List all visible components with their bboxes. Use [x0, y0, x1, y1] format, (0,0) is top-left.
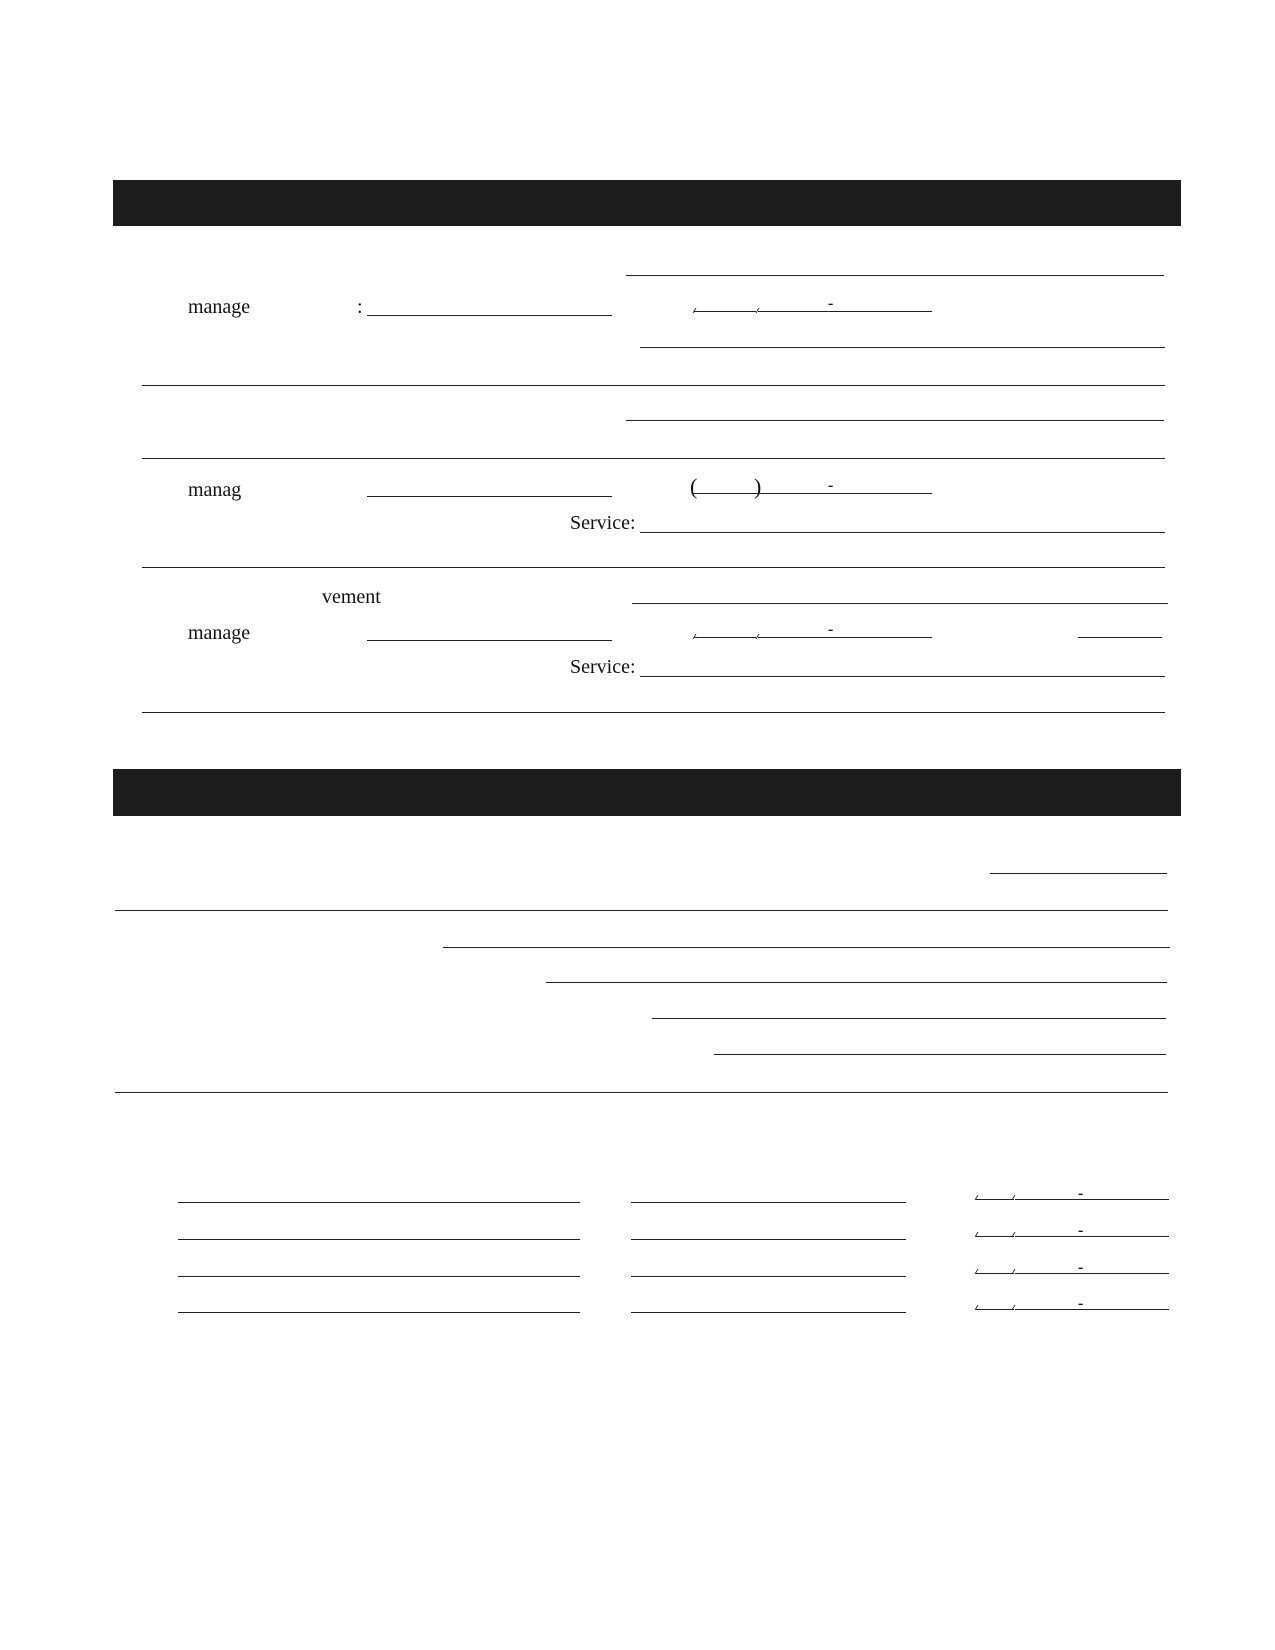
employer2-phone-dash: - [828, 477, 834, 494]
employer1-name-field[interactable] [626, 275, 1164, 276]
employer1-manager-field[interactable] [367, 315, 612, 316]
reference1-phone-area-field[interactable] [976, 1199, 1014, 1200]
employer1-phone-dash: - [828, 295, 834, 312]
employment-section-header [113, 180, 1181, 226]
reference3-name-field[interactable] [178, 1276, 580, 1277]
employer2-phone-area-field[interactable] [692, 493, 764, 494]
personal-field-2[interactable] [443, 947, 1170, 948]
employer2-service-field[interactable] [640, 532, 1165, 533]
reference2-phone-number-field[interactable] [1015, 1236, 1169, 1237]
employer3-manager-field[interactable] [367, 640, 612, 641]
personal-short-field[interactable] [990, 873, 1167, 874]
employer1-duties-field[interactable] [142, 385, 1165, 386]
employer3-manager-label: manage [188, 622, 251, 644]
reference3-phone-area-field[interactable] [976, 1273, 1014, 1274]
employer3-vement-label: vement [322, 586, 381, 608]
employer1-phone-number-field[interactable] [758, 311, 932, 312]
employer2-name-field[interactable] [626, 420, 1164, 421]
employer2-phone-close-paren: ) [754, 474, 762, 499]
employer1-manager-label: manage [188, 296, 251, 318]
reference4-phone-number-field[interactable] [1015, 1309, 1169, 1310]
reference1-relation-field[interactable] [631, 1202, 906, 1203]
employer3-phone-number-field[interactable] [758, 637, 932, 638]
reference2-phone-dash: - [1078, 1222, 1084, 1239]
reference4-relation-field[interactable] [631, 1312, 906, 1313]
employer3-duties-field[interactable] [142, 712, 1165, 713]
personal-field-3[interactable] [546, 982, 1167, 983]
reference3-relation-field[interactable] [631, 1276, 906, 1277]
employer2-manager-field[interactable] [367, 496, 612, 497]
reference1-name-field[interactable] [178, 1202, 580, 1203]
reference4-phone-area-field[interactable] [976, 1309, 1014, 1310]
personal-section-header [113, 769, 1181, 816]
employer3-phone-area-field[interactable] [694, 637, 756, 638]
personal-full-field-1[interactable] [115, 910, 1168, 911]
reference4-phone-dash: - [1078, 1295, 1084, 1312]
personal-field-4[interactable] [652, 1018, 1166, 1019]
employer3-service-label: Service: [570, 656, 636, 678]
employer3-phone-dash: - [828, 621, 834, 638]
employer3-extra-field[interactable] [1078, 637, 1162, 638]
employer1-manager-colon: : [357, 296, 363, 318]
personal-full-field-6[interactable] [115, 1092, 1168, 1093]
reference4-name-field[interactable] [178, 1312, 580, 1313]
reference3-phone-dash: - [1078, 1259, 1084, 1276]
reference1-phone-number-field[interactable] [1015, 1199, 1169, 1200]
employer2-phone-number-field[interactable] [764, 493, 932, 494]
employer1-address-field[interactable] [640, 347, 1165, 348]
employer3-name-field[interactable] [632, 603, 1168, 604]
employer2-duties-field[interactable] [142, 567, 1165, 568]
reference1-phone-dash: - [1078, 1185, 1084, 1202]
employer3-service-field[interactable] [640, 676, 1165, 677]
employer2-phone-open-paren: ( [690, 474, 698, 499]
reference2-relation-field[interactable] [631, 1239, 906, 1240]
reference2-name-field[interactable] [178, 1239, 580, 1240]
employer2-address-field[interactable] [142, 458, 1165, 459]
employer2-manager-label: manag [188, 479, 242, 501]
employer1-phone-area-field[interactable] [694, 311, 756, 312]
reference3-phone-number-field[interactable] [1015, 1273, 1169, 1274]
reference2-phone-area-field[interactable] [976, 1236, 1014, 1237]
personal-field-5[interactable] [714, 1054, 1166, 1055]
employer2-service-label: Service: [570, 512, 636, 534]
